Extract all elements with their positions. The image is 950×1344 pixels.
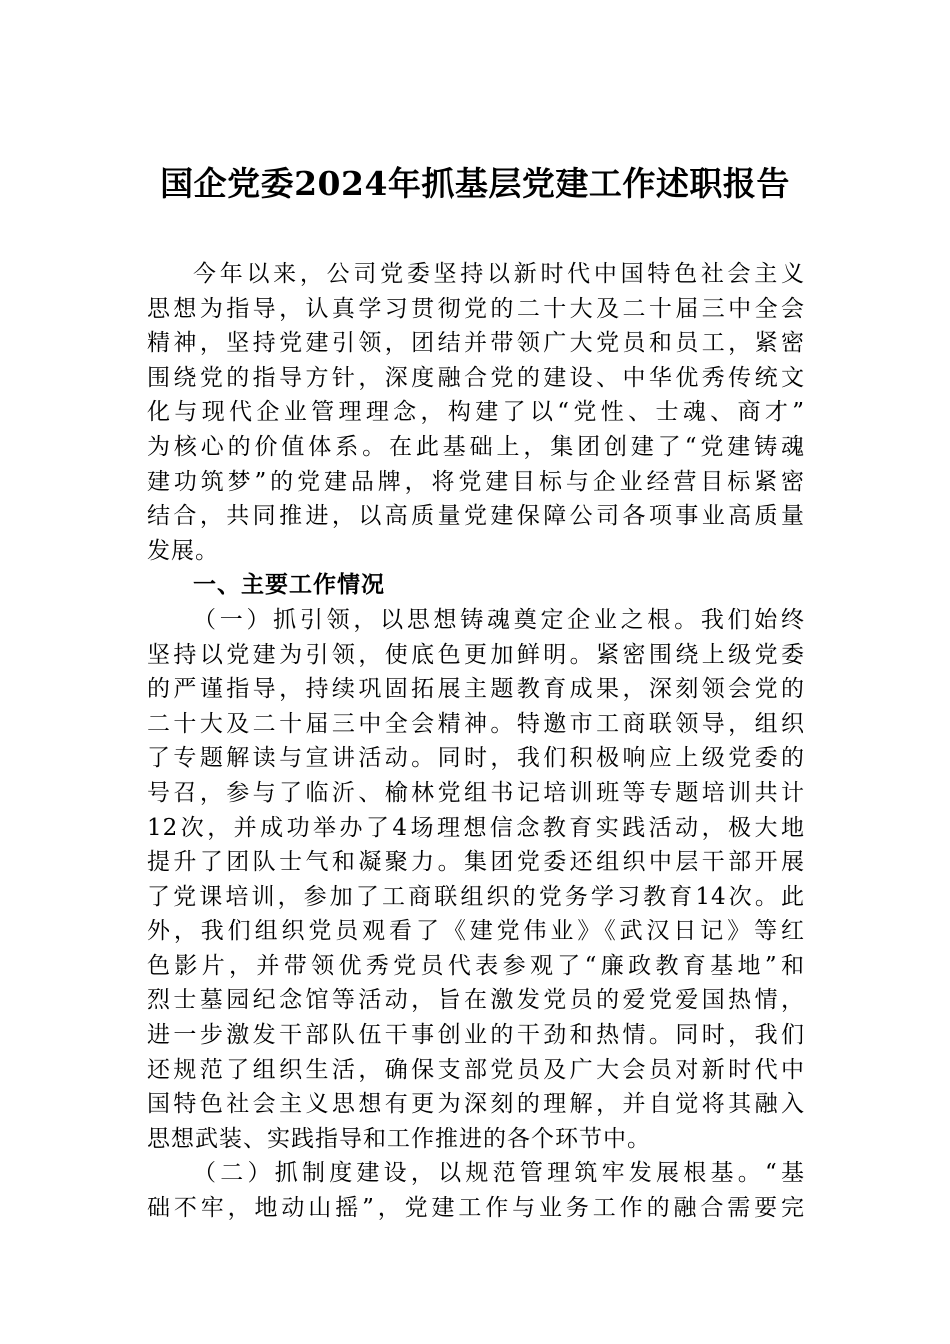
paragraph-line: 坚持以党建为引领，使底色更加鲜明。紧密围绕上级党委 [147, 641, 805, 668]
paragraph-line: 思想为指导，认真学习贯彻党的二十大及二十届三中全会 [147, 295, 805, 322]
paragraph-line: 思想武装、实践指导和工作推进的各个环节中。 [147, 1125, 651, 1152]
paragraph-line: 了党课培训，参加了工商联组织的党务学习教育14次。此 [147, 883, 805, 910]
paragraph-line: 国特色社会主义思想有更为深刻的理解，并自觉将其融入 [147, 1091, 805, 1118]
paragraph-line: 为核心的价值体系。在此基础上，集团创建了“党建铸魂 [147, 433, 805, 460]
paragraph-line: 外，我们组织党员观看了《建党伟业》《武汉日记》等红 [147, 918, 805, 945]
paragraph-line: 色影片，并带领优秀党员代表参观了“廉政教育基地”和 [147, 952, 805, 979]
section-heading: 一、主要工作情况 [193, 571, 385, 599]
paragraph-line: 了专题解读与宣讲活动。同时，我们积极响应上级党委的 [147, 745, 805, 772]
paragraph-line: 还规范了组织生活，确保支部党员及广大会员对新时代中 [147, 1056, 805, 1083]
paragraph-line: 精神，坚持党建引领，团结并带领广大党员和员工，紧密 [147, 330, 805, 357]
paragraph-line: 础不牢，地动山摇”，党建工作与业务工作的融合需要完 [147, 1195, 805, 1222]
paragraph-line: 进一步激发干部队伍干事创业的干劲和热情。同时，我们 [147, 1022, 805, 1049]
document-body [147, 257, 805, 1226]
paragraph-line: 提升了团队士气和凝聚力。集团党委还组织中层干部开展 [147, 849, 805, 876]
paragraph-line: 结合，共同推进，以高质量党建保障公司各项事业高质量 [147, 503, 805, 530]
paragraph-line: （一）抓引领，以思想铸魂奠定企业之根。我们始终 [193, 606, 805, 633]
document-title: 国企党委2024年抓基层党建工作述职报告 [160, 164, 790, 203]
paragraph-line: 化与现代企业管理理念，构建了以“党性、士魂、商才” [147, 399, 805, 426]
paragraph-line: 烈士墓园纪念馆等活动，旨在激发党员的爱党爱国热情， [147, 987, 805, 1014]
paragraph-line: 发展。 [147, 537, 219, 564]
paragraph-line: 建功筑梦”的党建品牌，将党建目标与企业经营目标紧密 [147, 468, 805, 495]
paragraph-line: 12次，并成功举办了4场理想信念教育实践活动，极大地 [147, 814, 805, 841]
paragraph-line: 的严谨指导，持续巩固拓展主题教育成果，深刻领会党的 [147, 676, 805, 703]
paragraph-line: 号召，参与了临沂、榆林党组书记培训班等专题培训共计 [147, 779, 805, 806]
paragraph-line: 今年以来，公司党委坚持以新时代中国特色社会主义 [193, 261, 805, 287]
paragraph-line: （二）抓制度建设，以规范管理筑牢发展根基。“基 [193, 1160, 805, 1187]
paragraph-line: 围绕党的指导方针，深度融合党的建设、中华优秀传统文 [147, 364, 805, 391]
paragraph-line: 二十大及二十届三中全会精神。特邀市工商联领导，组织 [147, 710, 805, 737]
